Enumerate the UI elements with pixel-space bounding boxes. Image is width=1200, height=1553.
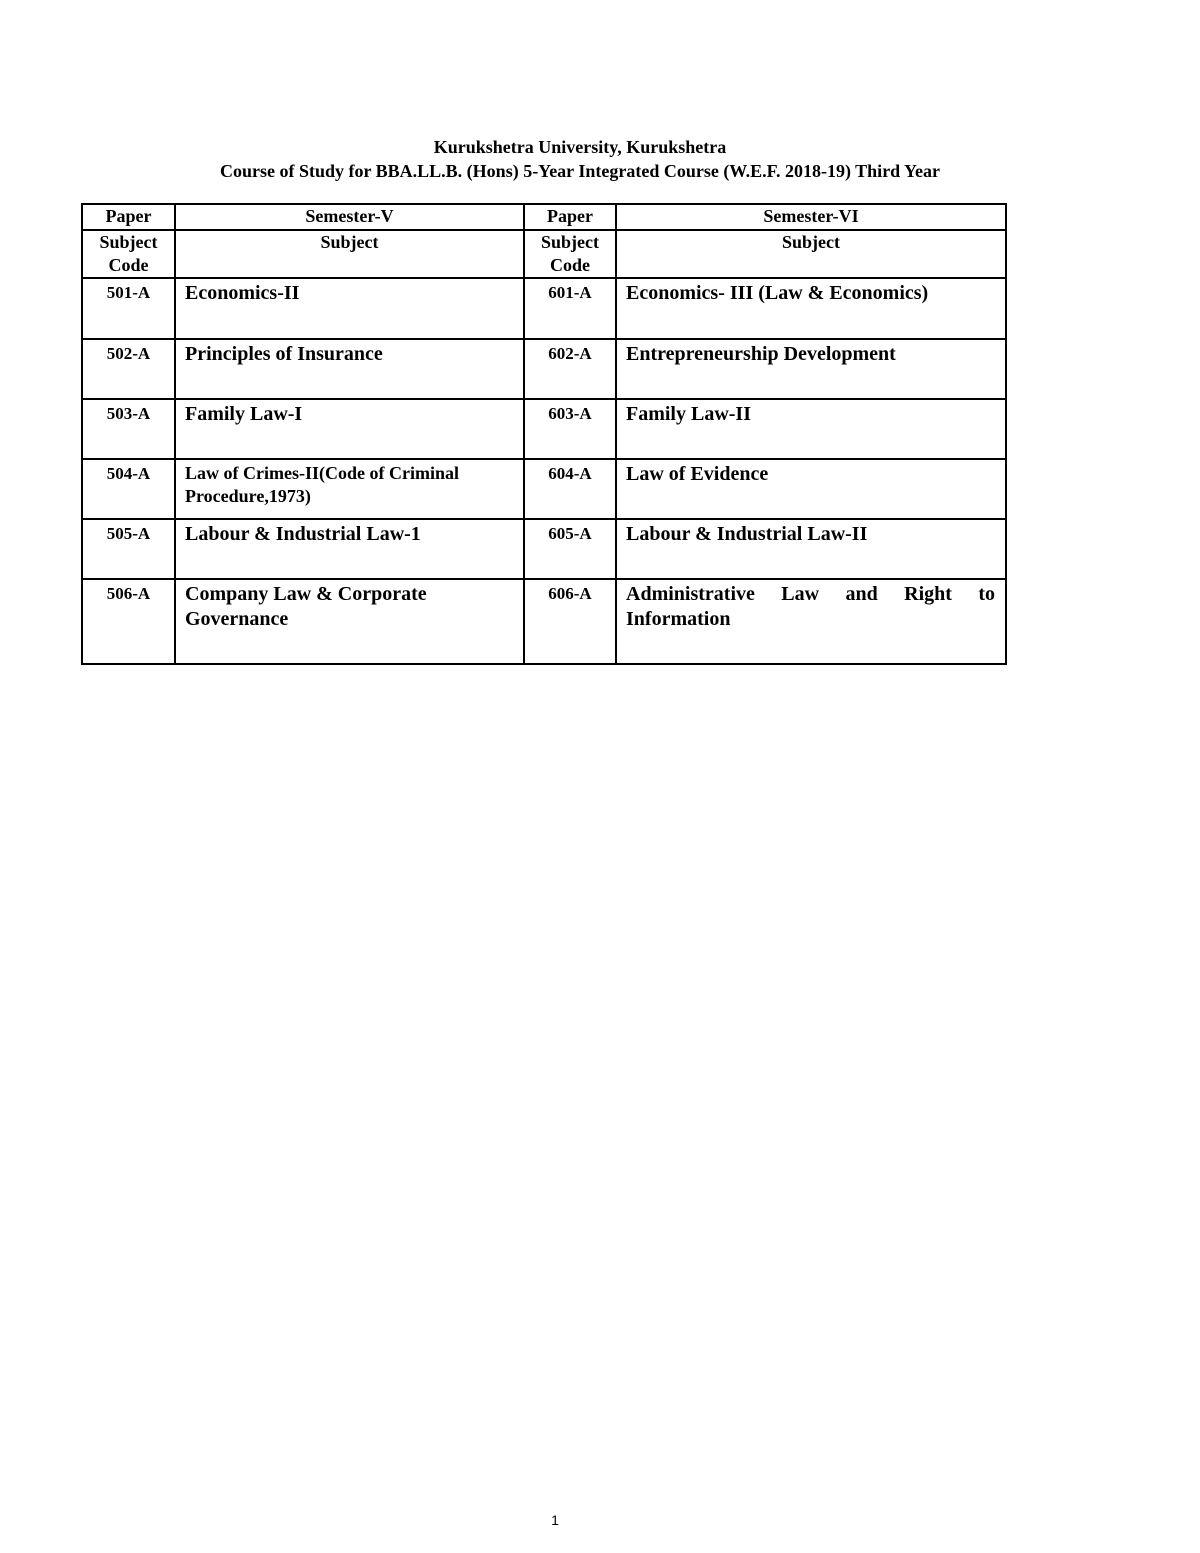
table-row — [82, 459, 1006, 519]
header-cell: Semester-VI — [616, 204, 1006, 230]
subject-code: 605-A — [524, 519, 616, 579]
table-row — [82, 519, 1006, 579]
subject-name: Law of Crimes-II(Code of Criminal Procedure,1973) — [175, 459, 524, 519]
page-number: 1 — [551, 1512, 559, 1528]
table-row — [82, 278, 1006, 339]
header-cell: Semester-V — [175, 204, 524, 230]
course-table — [81, 203, 1007, 665]
subject-name: Labour & Industrial Law-II — [616, 519, 1006, 579]
subject-name: Entrepreneurship Development — [616, 339, 1006, 399]
subject-name: Economics- III (Law & Economics) — [616, 278, 1006, 339]
subject-name: Family Law-I — [175, 399, 524, 459]
document-heading — [80, 135, 1080, 183]
subject-code: 505-A — [82, 519, 175, 579]
header-cell: Subject Code — [82, 230, 175, 278]
subject-code: 606-A — [524, 579, 616, 664]
header-cell: Subject Code — [524, 230, 616, 278]
subject-name: Law of Evidence — [616, 459, 1006, 519]
subject-code: 503-A — [82, 399, 175, 459]
subject-code: 501-A — [82, 278, 175, 339]
table-row — [82, 399, 1006, 459]
subject-code: 603-A — [524, 399, 616, 459]
subject-name — [616, 579, 1006, 664]
header-cell: Paper — [524, 204, 616, 230]
subject-code: 502-A — [82, 339, 175, 399]
header-row-paper — [82, 204, 1006, 230]
table-row — [82, 339, 1006, 399]
subject-name: Labour & Industrial Law-1 — [175, 519, 524, 579]
subject-name: Principles of Insurance — [175, 339, 524, 399]
document-title: Kurukshetra University, Kurukshetra — [433, 137, 727, 157]
header-row-subject — [82, 230, 1006, 278]
subject-code: 604-A — [524, 459, 616, 519]
subject-name-line: Information — [626, 608, 731, 630]
header-cell: Subject — [616, 230, 1006, 278]
table-row — [82, 579, 1006, 664]
subject-name-line: Administrative Law and Right to — [626, 583, 995, 605]
subject-code: 504-A — [82, 459, 175, 519]
subject-code: 602-A — [524, 339, 616, 399]
document-subtitle: Course of Study for BBA.LL.B. (Hons) 5-Year Integrated Course (W.E.F. 2018-19) Third Year — [219, 161, 941, 181]
subject-name: Family Law-II — [616, 399, 1006, 459]
header-cell: Paper — [82, 204, 175, 230]
subject-code: 506-A — [82, 579, 175, 664]
subject-code: 601-A — [524, 278, 616, 339]
subject-name: Economics-II — [175, 278, 524, 339]
subject-name: Company Law & Corporate Governance — [175, 579, 524, 664]
header-cell: Subject — [175, 230, 524, 278]
